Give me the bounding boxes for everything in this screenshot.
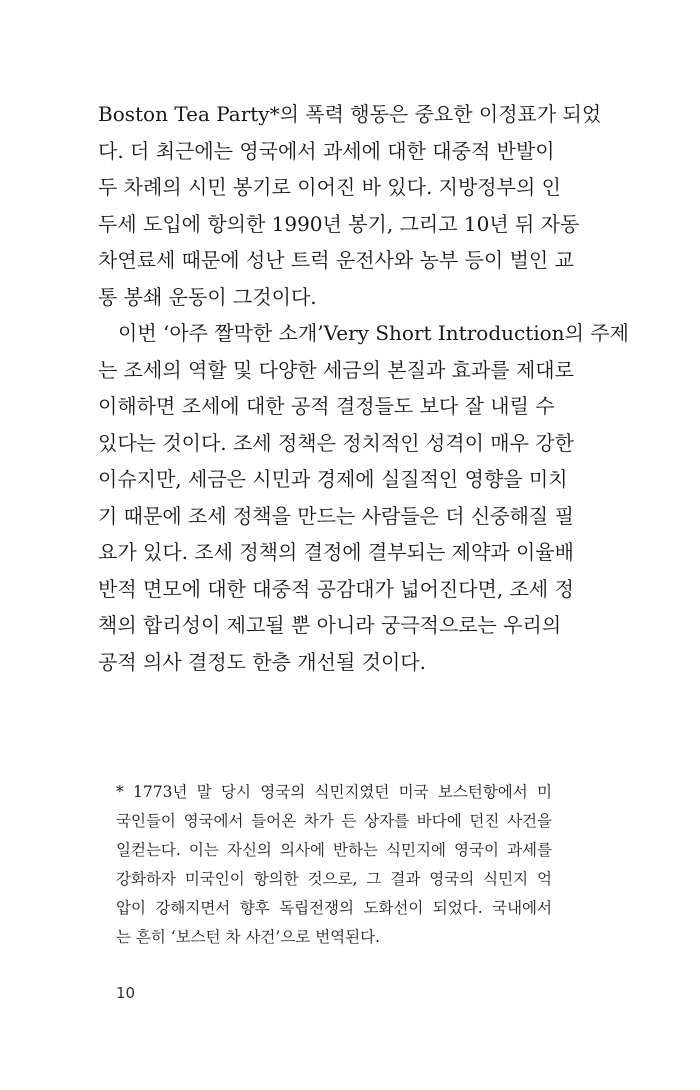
body-line: 반적 면모에 대한 대중적 공감대가 넓어진다면, 조세 정 <box>98 576 574 601</box>
footnote-line: 일컫는다. 이는 자신의 의사에 반하는 식민지에 영국이 과세를 <box>116 841 552 859</box>
footnote-line: 강화하자 미국인이 항의한 것으로, 그 결과 영국의 식민지 억 <box>116 870 552 888</box>
body-line: 이번 ‘아주 짤막한 소개’Very Short Introduction의 주제 <box>118 321 629 345</box>
body-line: Boston Tea Party*의 폭력 행동은 중요한 이정표가 되었 <box>98 102 602 126</box>
page-number: 10 <box>116 984 136 1002</box>
body-line: 두 차례의 시민 봉기로 이어진 바 있다. 지방정부의 인 <box>98 175 561 199</box>
footnote <box>116 778 552 952</box>
body-line: 요가 있다. 조세 정책의 결정에 결부되는 제약과 이율배 <box>98 540 574 564</box>
body-line: 이슈지만, 세금은 시민과 경제에 실질적인 영향을 미치 <box>98 467 568 491</box>
body-line: 통 봉쇄 운동이 그것이다. <box>98 284 317 309</box>
footnote-line: 압이 강해지면서 향후 독립전쟁의 도화선이 되었다. 국내에서 <box>116 899 552 917</box>
body-line: 차연료세 때문에 성난 트럭 운전사와 농부 등이 벌인 교 <box>98 248 574 272</box>
body-line: 책의 합리성이 제고될 뿐 아니라 궁극적으로는 우리의 <box>98 613 562 637</box>
body-line: 두세 도입에 항의한 1990년 봉기, 그리고 10년 뒤 자동 <box>98 211 580 236</box>
footnote-line: 는 흔히 ‘보스턴 차 사건’으로 번역된다. <box>116 928 381 946</box>
body-line: 있다는 것이다. 조세 정책은 정치적인 성격이 매우 강한 <box>98 430 574 455</box>
body-line: 공적 의사 결정도 한층 개선될 것이다. <box>98 649 426 674</box>
footnote-line: 국인들이 영국에서 들어온 차가 든 상자를 바다에 던진 사건을 <box>116 812 552 830</box>
body-line: 기 때문에 조세 정책을 만드는 사람들은 더 신중해질 필 <box>98 503 574 528</box>
body-text <box>98 96 629 680</box>
body-line: 는 조세의 역할 및 다양한 세금의 본질과 효과를 제대로 <box>98 357 574 382</box>
body-line: 이해하면 조세에 대한 공적 결정들도 보다 잘 내릴 수 <box>98 394 555 418</box>
body-line: 다. 더 최근에는 영국에서 과세에 대한 대중적 반발이 <box>98 138 555 163</box>
footnote-line: * 1773년 말 당시 영국의 식민지였던 미국 보스턴항에서 미 <box>116 783 552 801</box>
